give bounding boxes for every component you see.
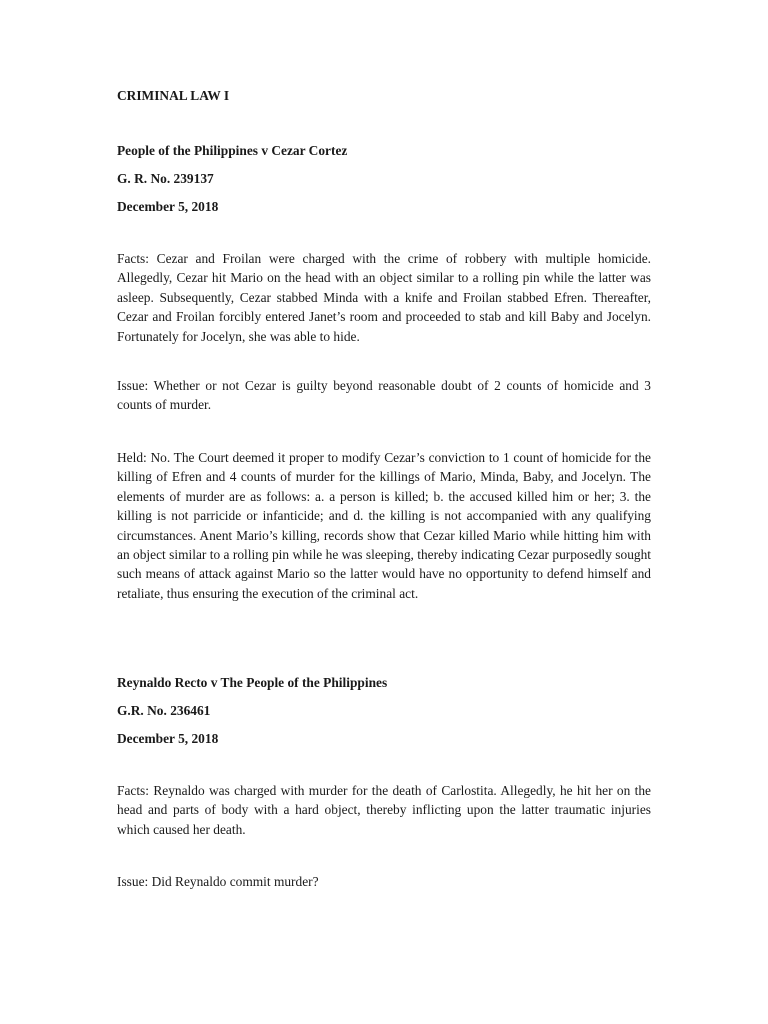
case-1-name: People of the Philippines v Cezar Cortez <box>117 143 348 158</box>
case-2-gr-number: G.R. No. 236461 <box>117 703 211 718</box>
case-2-date: December 5, 2018 <box>117 731 219 746</box>
document-title: CRIMINAL LAW I <box>117 88 230 103</box>
case-1-date: December 5, 2018 <box>117 199 219 214</box>
case-1-facts: Facts: Cezar and Froilan were charged with the crime of robbery with multiple homicide. Allegedly, Cezar hit Mario on the head with an object similar to a rolling pin while the latter was asleep. Subsequently, Cezar stabbed Minda with a knife and Froilan stabbed Efren. Thereafter, Cezar and Froilan forcibly entered Janet’s room and proceeded to stab and kill Baby and Jocelyn. Fortunately for Jocelyn, she was able to hide. <box>117 251 651 344</box>
case-2-issue: Issue: Did Reynaldo commit murder? <box>117 874 319 889</box>
case-2-name: Reynaldo Recto v The People of the Philippines <box>117 675 388 690</box>
case-1-held: Held: No. The Court deemed it proper to modify Cezar’s conviction to 1 count of homicide for the killing of Efren and 4 counts of murder for the killings of Mario, Minda, Baby, and Jocelyn. The elements of murder are as follows: a. a person is killed; b. the accused killed him or her; 3. the killing is not parricide or infanticide; and d. the killing is not accompanied with any qualifying circumstances. Anent Mario’s killing, records show that Cezar killed Mario while hitting him with an object similar to a rolling pin while he was sleeping, thereby indicating Cezar purposedly sought such means of attack against Mario so the latter would have no opportunity to defend himself and retaliate, thus ensuring the execution of the criminal act. <box>117 450 651 601</box>
case-1-gr-number: G. R. No. 239137 <box>117 171 214 186</box>
case-1-issue: Issue: Whether or not Cezar is guilty beyond reasonable doubt of 2 counts of homicide and 3 counts of murder. <box>117 378 651 413</box>
case-2-facts: Facts: Reynaldo was charged with murder for the death of Carlostita. Allegedly, he hit her on the head and parts of body with a hard object, thereby inflicting upon the latter traumatic injuries which caused her death. <box>117 783 651 837</box>
